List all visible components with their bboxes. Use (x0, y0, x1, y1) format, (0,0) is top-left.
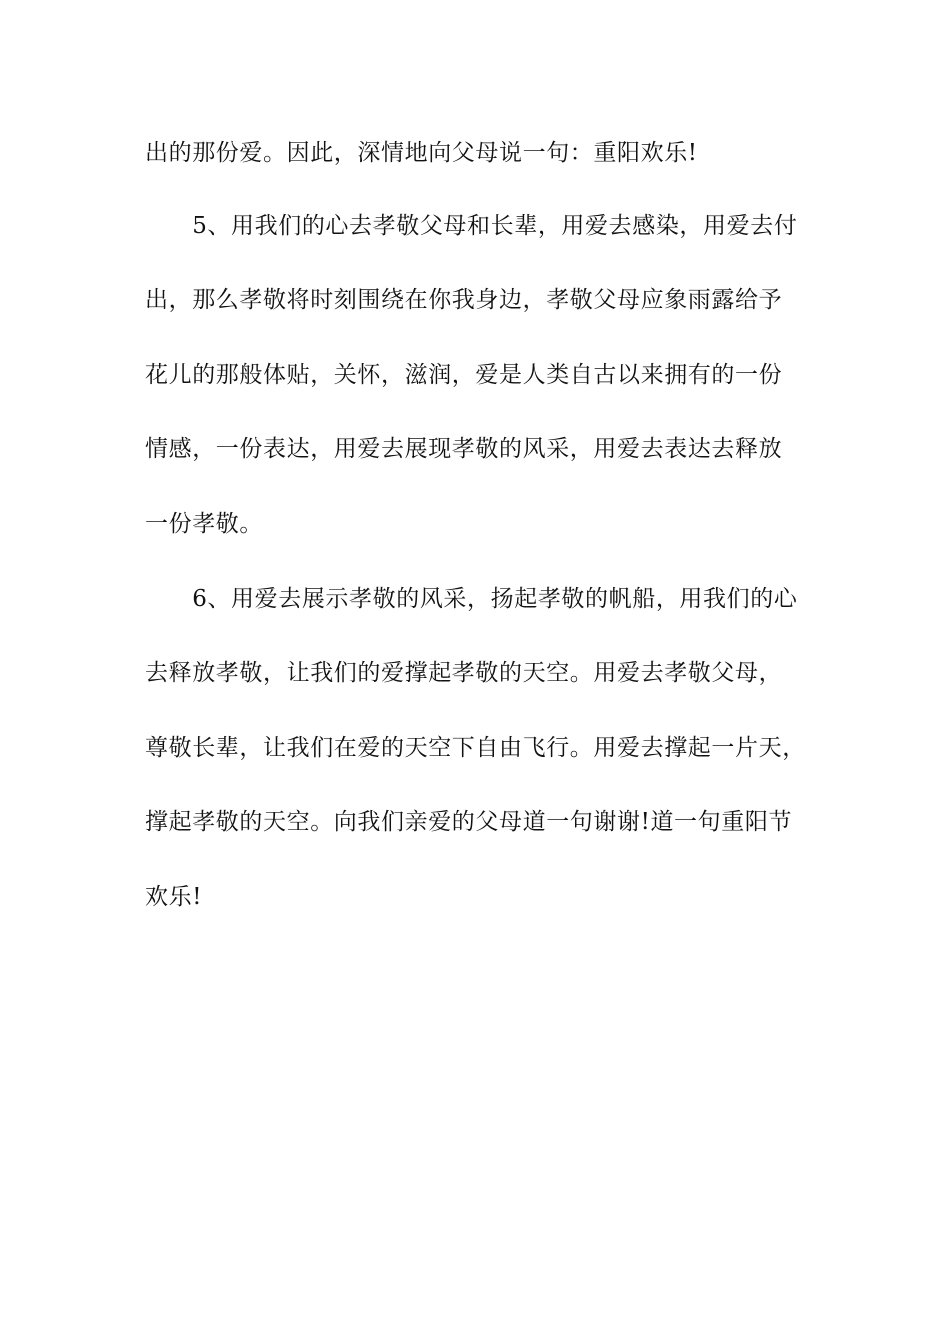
text-line: 一份孝敬。 (145, 511, 263, 537)
text-line: 去释放孝敬，让我们的爱撑起孝敬的天空。用爱去孝敬父母， (145, 660, 783, 686)
text-line: 5、用我们的心去孝敬父母和长辈，用爱去感染，用爱去付 (145, 213, 798, 239)
text-line: 出，那么孝敬将时刻围绕在你我身边，孝敬父母应象雨露给予 (145, 287, 783, 313)
text-line: 欢乐! (145, 884, 203, 910)
text-line: 撑起孝敬的天空。向我们亲爱的父母道一句谢谢!道一句重阳节 (145, 809, 793, 835)
text-line: 尊敬长辈，让我们在爱的天空下自由飞行。用爱去撑起一片天， (145, 735, 806, 761)
text-line: 出的那份爱。因此，深情地向父母说一句：重阳欢乐! (145, 140, 698, 166)
text-line: 6、用爱去展示孝敬的风采，扬起孝敬的帆船，用我们的心 (145, 586, 798, 612)
text-line: 情感，一份表达，用爱去展现孝敬的风采，用爱去表达去释放 (145, 436, 783, 462)
text-line: 花儿的那般体贴，关怀，滋润，爱是人类自古以来拥有的一份 (145, 362, 783, 388)
